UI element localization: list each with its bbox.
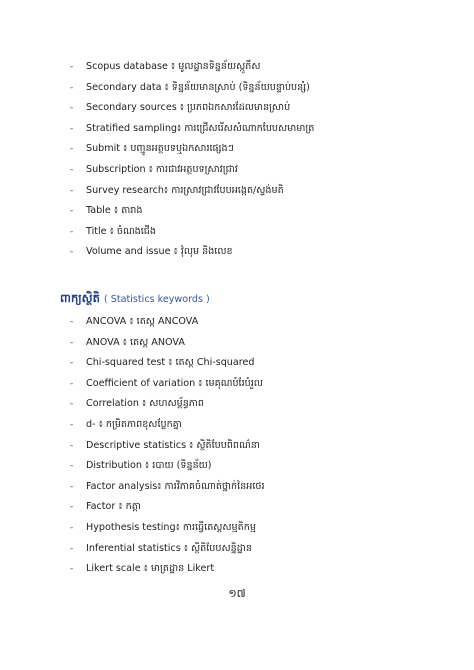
list-dash: - [70, 564, 74, 575]
list-item [70, 242, 460, 263]
glossary-list-statistics-terms [70, 312, 460, 580]
list-item [70, 539, 460, 560]
list-dash: - [70, 317, 74, 327]
glossary-entry: Coefficient of variation ៖ មេគុណបំរែបំរួល [86, 377, 263, 389]
list-item [70, 436, 460, 457]
list-item [70, 139, 460, 160]
glossary-entry: Likert scale ៖ មាត្រដ្ឋាន Likert [86, 563, 215, 575]
list-item [70, 201, 460, 222]
list-item [70, 374, 460, 395]
list-item [70, 353, 460, 374]
list-dash: - [70, 164, 74, 175]
glossary-entry: Chi-squared test ៖ តេស្ត Chi-squared [86, 357, 255, 369]
list-item [70, 160, 460, 181]
list-item [70, 98, 460, 119]
glossary-entry: Stratified sampling៖ ការជ្រើសរើសសំណាកបែបសមាមាត្រ [86, 122, 315, 134]
glossary-entry: Correlation ៖ សហសម្ព័ន្ធភាព [86, 398, 205, 410]
list-dash: - [70, 206, 74, 217]
list-dash: - [70, 185, 74, 196]
glossary-entry: Title ៖ ចំណងជើង [86, 225, 156, 237]
glossary-entry: Hypothesis testing៖ ការធ្វើតេស្តសម្មតិកម្ម [86, 521, 256, 533]
list-dash: - [70, 502, 74, 513]
glossary-entry: Distribution ៖ របាយ (ទិន្នន័យ) [86, 460, 212, 472]
list-dash: - [70, 82, 74, 93]
glossary-entry: Table ៖ តារាង [86, 205, 143, 217]
list-dash: - [70, 419, 74, 430]
list-item [70, 415, 460, 436]
glossary-list-research-terms [70, 57, 460, 263]
list-dash: - [70, 378, 74, 389]
list-item [70, 394, 460, 415]
list-item [70, 559, 460, 580]
glossary-entry: Factor analysis៖ ការវិភាគចំណាត់ថ្នាក់នៃអថេរ [86, 480, 265, 492]
page-number: ១៧ [228, 587, 246, 600]
list-item [70, 119, 460, 140]
glossary-entry: Secondary sources ៖ ប្រភពឯកសារដែលមានស្រាប់ [86, 102, 291, 114]
glossary-entry: Factor ៖ កត្តា [86, 501, 141, 513]
list-dash: - [70, 337, 74, 348]
list-dash: - [70, 123, 74, 134]
list-dash: - [70, 522, 74, 533]
glossary-entry: Volume and issue ៖ វ៉ុលុម និងលេខ [86, 246, 233, 258]
list-item [70, 181, 460, 202]
list-dash: - [70, 543, 74, 554]
list-item [70, 477, 460, 498]
list-item [70, 222, 460, 243]
list-item [70, 456, 460, 477]
section-heading [60, 287, 210, 307]
list-dash: - [70, 481, 74, 492]
list-dash: - [70, 461, 74, 472]
section-heading-english: ( Statistics keywords ) [103, 294, 210, 305]
list-dash: - [70, 103, 74, 114]
list-dash: - [70, 399, 74, 410]
list-dash: - [70, 144, 74, 155]
glossary-entry: Inferential statistics ៖ ស្ថិតិបែបសន្និដ្ឋាន [86, 542, 252, 554]
list-dash: - [70, 226, 74, 237]
glossary-entry: Subscription ៖ ការជាវអត្ថបទស្រាវជ្រាវ [86, 163, 238, 175]
glossary-entry: Descriptive statistics ៖ ស្ថិតិបែបពិពណ៌នា [86, 439, 260, 451]
list-item [70, 78, 460, 99]
glossary-entry: ANOVA ៖ តេស្ត ANOVA [86, 336, 185, 348]
list-item [70, 518, 460, 539]
glossary-entry: Survey research៖ ការស្រាវជ្រាវបែបអង្កេត/ស្ទង់មតិ [86, 184, 284, 196]
list-item [70, 497, 460, 518]
glossary-entry: Scopus database ៖ មូលដ្ឋានទិន្នន័យស្កូភឹស [86, 61, 261, 72]
list-item [70, 312, 460, 333]
list-dash: - [70, 358, 74, 369]
list-dash: - [70, 247, 74, 258]
glossary-entry: ANCOVA ៖ តេស្ត ANCOVA [86, 316, 199, 327]
glossary-entry: Submit ៖ បញ្ជូនអត្ថបទឬឯកសារផ្សេងៗ [86, 143, 234, 155]
list-dash: - [70, 62, 74, 72]
section-heading-khmer: ពាក្យស្ថិតិ [60, 291, 100, 305]
list-dash: - [70, 440, 74, 451]
glossary-entry: d- ៖ កម្រិតភាពខុសប្លែកគ្នា [86, 418, 182, 430]
glossary-entry: Secondary data ៖ ទិន្នន័យមានស្រាប់ (ទិន្នន័យបន្ទាប់បន្សំ) [86, 81, 310, 93]
list-item [70, 57, 460, 78]
list-item [70, 333, 460, 354]
